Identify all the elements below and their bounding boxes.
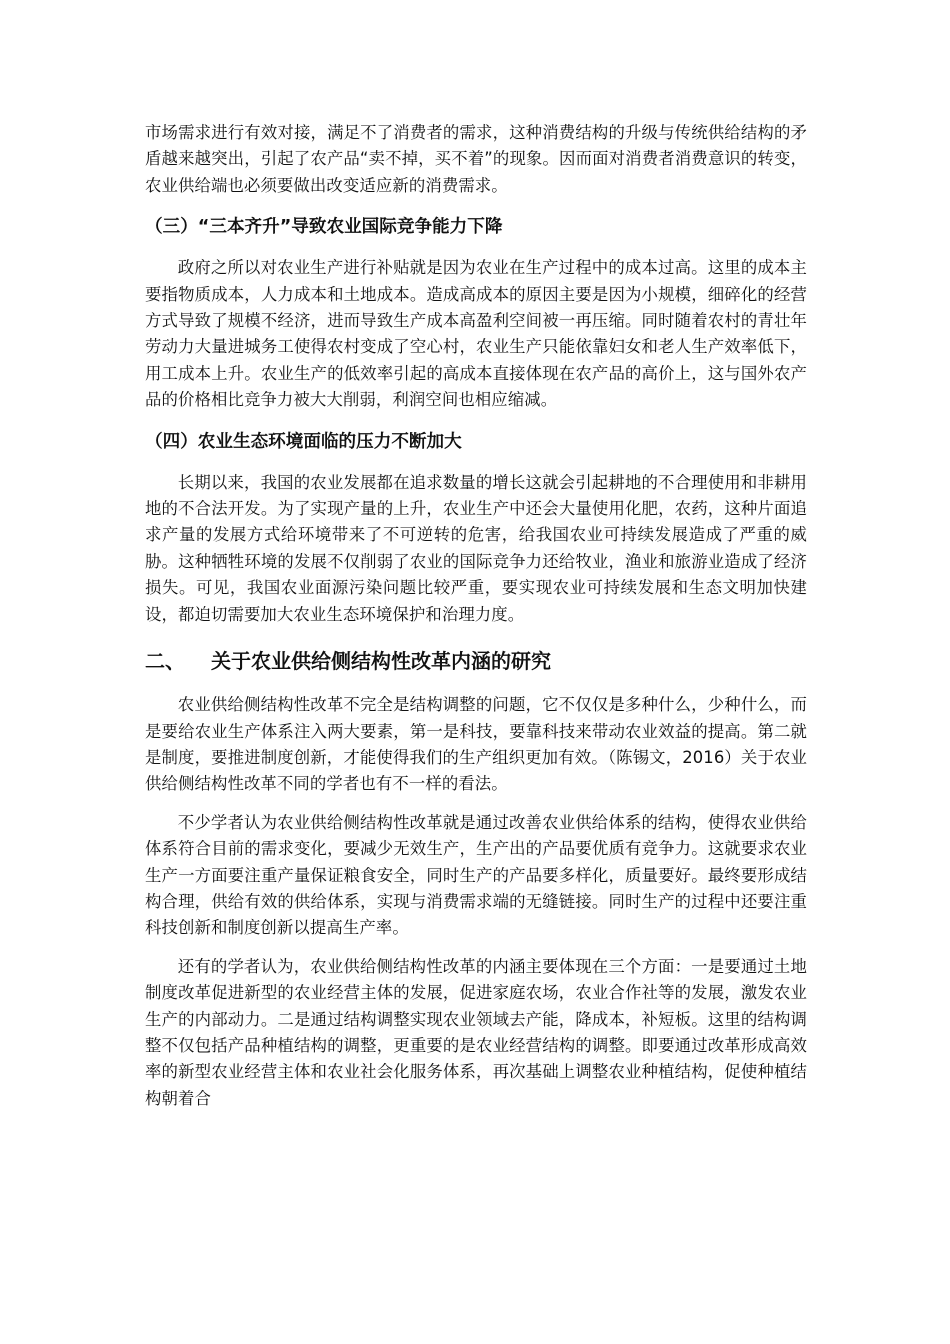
paragraph-environment: 长期以来，我国的农业发展都在追求数量的增长这就会引起耕地的不合理使用和非耕用地的不合法开发。为了实现产量的上升，农业生产中还会大量使用化肥，农药，这种片面追求产量的发展方式给环境带来了不可逆转的危害，给我国农业可持续发展造成了严重的威胁。这种牺牲环境的发展不仅削弱了农业的国际竞争力还给牧业，渔业和旅游业造成了经济损失。可见，我国农业面源污染问题比较严重，要实现农业可持续发展和生态文明加快建设，都迫切需要加大农业生态环境保护和治理力度。 bbox=[145, 472, 807, 624]
paragraph-cost: 政府之所以对农业生产进行补贴就是因为农业在生产过程中的成本过高。这里的成本主要指物质成本，人力成本和土地成本。造成高成本的原因主要是因为小规模，细碎化的经营方式导致了规模不经济，进而导致生产成本高盈利空间被一再压缩。同时随着农村的青壮年劳动力大量进城务工使得农村变成了空心村，农业生产只能依靠妇女和老人生产效率低下，用工成本上升。农业生产的低效率引起的高成本直接体现在农产品的高价上，这与国外农产品的价格相比竞争力被大大削弱，利润空间也相应缩减。 bbox=[145, 258, 807, 410]
chapter-heading-2 bbox=[145, 646, 807, 676]
paragraph-continuation: 市场需求进行有效对接，满足不了消费者的需求，这种消费结构的升级与传统供给结构的矛盾越来越突出，引起了农产品“卖不掉，买不着”的现象。因而面对消费者消费意识的转变，农业供给端也必须要做出改变适应新的消费需求。 bbox=[145, 123, 807, 195]
chapter-number: 二、 bbox=[145, 649, 185, 674]
section-heading-4: （四）农业生态环境面临的压力不断加大 bbox=[145, 431, 462, 452]
paragraph-scholars-view-1: 不少学者认为农业供给侧结构性改革就是通过改善农业供给体系的结构，使得农业供给体系符合目前的需求变化，要减少无效生产，生产出的产品要优质有竞争力。这就要求农业生产一方面要注重产量保证粮食安全，同时生产的产品要多样化，质量要好。最终要形成结构合理，供给有效的供给体系，实现与消费需求端的无缝链接。同时生产的过程中还要注重科技创新和制度创新以提高生产率。 bbox=[145, 812, 807, 938]
section-heading-3: （三）“三本齐升”导致农业国际竞争能力下降 bbox=[145, 217, 503, 238]
document-page bbox=[145, 120, 807, 1124]
paragraph-reform-intro: 农业供给侧结构性改革不完全是结构调整的问题，它不仅仅是多种什么，少种什么，而是要给农业生产体系注入两大要素，第一是科技，要靠科技来带动农业效益的提高。第二就是制度，要推进制度创新，才能使得我们的生产组织更加有效。（陈锡文，2016）关于农业供给侧结构性改革不同的学者也有不一样的看法。 bbox=[145, 695, 807, 794]
paragraph-scholars-view-2: 还有的学者认为，农业供给侧结构性改革的内涵主要体现在三个方面：一是要通过土地制度改革促进新型的农业经营主体的发展，促进家庭农场，农业合作社等的发展，激发农业生产的内部动力。二是通过结构调整实现农业领域去产能，降成本，补短板。这里的结构调整不仅包括产品种植结构的调整，更重要的是农业经营结构的调整。即要通过改革形成高效率的新型农业经营主体和农业社会化服务体系，再次基础上调整农业种植结构，促使种植结构朝着合 bbox=[145, 956, 807, 1108]
chapter-title: 关于农业供给侧结构性改革内涵的研究 bbox=[211, 649, 551, 674]
